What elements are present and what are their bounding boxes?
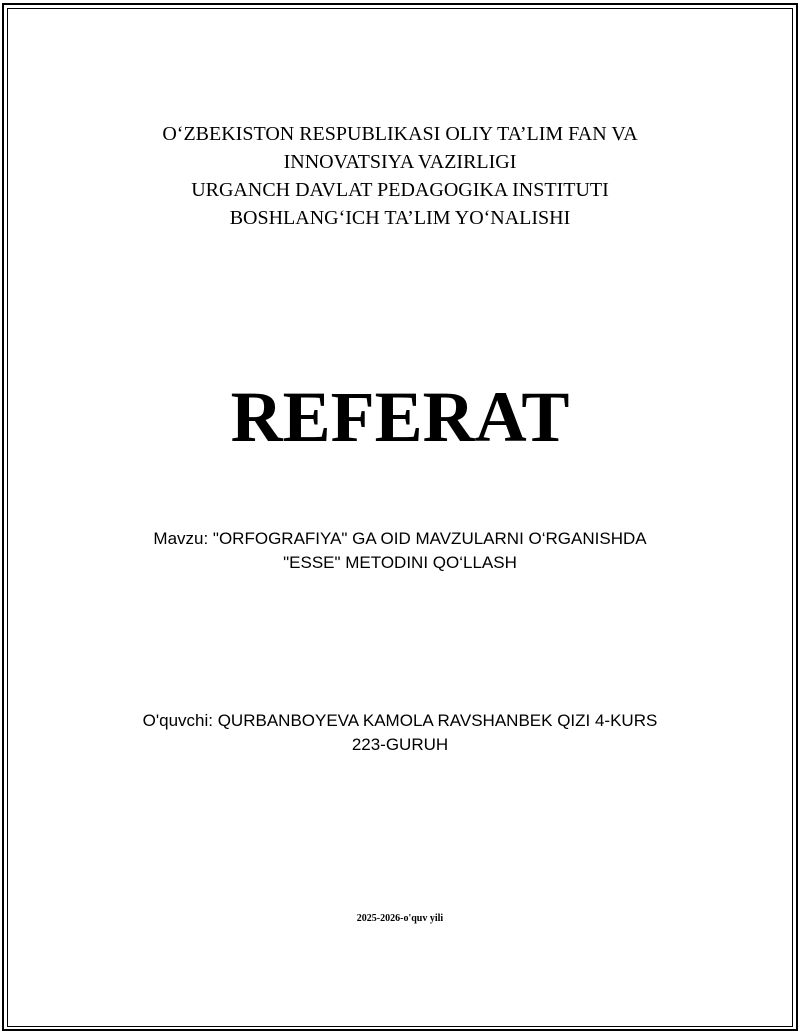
header-line-ministry-cont: INNOVATSIYA VAZIRLIGI — [283, 151, 517, 173]
topic-line-1: Mavzu: "ORFOGRAFIYA" GA OID MAVZULARNI O‘RGANISHDA — [153, 529, 647, 548]
header-line-ministry: O‘ZBEKISTON RESPUBLIKASI OLIY TA’LIM FAN VA — [162, 123, 638, 145]
academic-year: 2025-2026-o'quv yili — [356, 913, 444, 924]
header-line-institute: URGANCH DAVLAT PEDAGOGIKA INSTITUTI — [191, 179, 609, 201]
student-line-2: 223-GURUH — [351, 735, 449, 754]
document-title: REFERAT — [230, 377, 570, 457]
header-line-department: BOSHLANG‘ICH TA’LIM YO‘NALISHI — [229, 207, 571, 229]
student-line-1: O'quvchi: QURBANBOYEVA KAMOLA RAVSHANBEK QIZI 4-KURS — [142, 711, 658, 730]
topic-line-2: "ESSE" METODINI QO‘LLASH — [283, 553, 517, 572]
